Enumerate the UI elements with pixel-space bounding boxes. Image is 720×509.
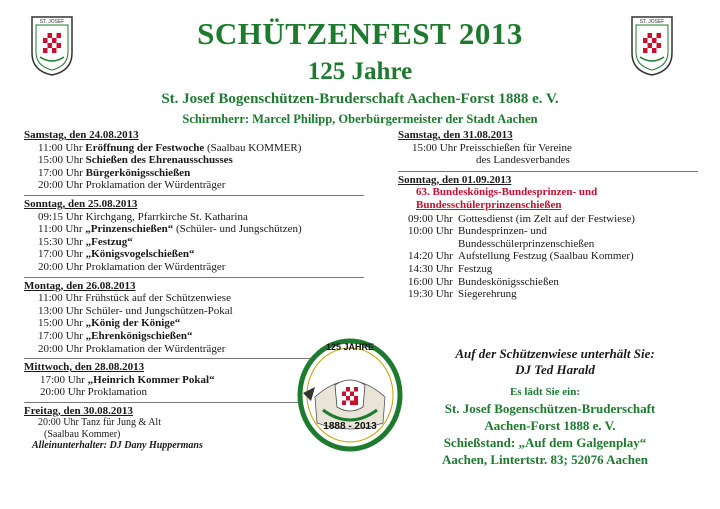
day-heading: Freitag, den 30.08.2013: [24, 404, 133, 417]
event-line: 20:00 Uhr Tanz für Jung & Alt: [38, 417, 161, 429]
page-title: SCHÜTZENFEST 2013: [197, 16, 523, 51]
right-schedule: [398, 127, 698, 301]
event-line: 20:00 Uhr Proklamation: [40, 386, 147, 399]
event-line: 20:00 Uhr Proklamation der Würdenträger: [38, 342, 226, 355]
event-line: 19:30 Uhr Siegerehrung: [408, 288, 517, 301]
invite-org: St. Josef Bogenschützen-Bruderschaft: [444, 401, 656, 416]
event-line: 11:00 Uhr Eröffnung der Festwoche (Saalbau KOMMER): [38, 141, 302, 154]
event-line: 20:00 Uhr Proklamation der Würdenträger: [38, 260, 226, 273]
special-event: 63. Bundeskönigs-Bundesprinzen- und: [416, 186, 598, 199]
invite-intro: Es lädt Sie ein:: [510, 386, 580, 398]
day-heading: Montag, den 26.08.2013: [24, 279, 136, 292]
event-line: 15:30 Uhr „Festzug“: [38, 235, 133, 248]
event-line: 20:00 Uhr Proklamation der Würdenträger: [38, 179, 226, 192]
invite-org-location: Aachen-Forst 1888 e. V.: [484, 418, 616, 433]
event-line: 13:00 Uhr Schüler- und Jungschützen-Pokal: [38, 304, 233, 317]
invite-address: Aachen, Lintertstr. 83; 52076 Aachen: [441, 452, 649, 467]
event-line: 09:00 Uhr Gottesdienst (im Zelt auf der Festwiese): [408, 212, 635, 225]
anniversary-badge-icon: [295, 335, 405, 453]
event-line: Bundesschülerprinzenschießen: [458, 237, 595, 250]
patron-line: Schirmherr: Marcel Philipp, Oberbürgermeister der Stadt Aachen: [182, 112, 538, 126]
divider: [398, 171, 698, 172]
day-heading: Sonntag, den 25.08.2013: [24, 197, 138, 210]
svg-text:ST. JOSEF: ST. JOSEF: [639, 19, 665, 25]
event-line: 10:00 Uhr Bundesprinzen- und: [408, 225, 547, 238]
day-heading: Sonntag, den 01.09.2013: [398, 173, 512, 186]
day-heading: Samstag, den 31.08.2013: [398, 129, 513, 141]
event-line: 16:00 Uhr Bundeskönigsschießen: [408, 275, 559, 288]
event-line: (Saalbau Kommer): [44, 428, 121, 440]
special-event: Bundesschülerprinzenschießen: [416, 198, 562, 211]
invite-venue: Schießstand: „Auf dem Galgenplay“: [443, 435, 647, 450]
event-line: 14:30 Uhr Festzug: [408, 262, 493, 275]
event-line: des Landesverbandes: [476, 154, 570, 167]
event-line: 17:00 Uhr „Ehrenkönigschießen“: [38, 329, 193, 342]
day-heading: Mittwoch, den 28.08.2013: [24, 361, 145, 374]
divider: [24, 195, 364, 196]
organization-name: St. Josef Bogenschützen-Bruderschaft Aachen-Forst 1888 e. V.: [161, 91, 559, 107]
event-line: 17:00 Uhr „Heinrich Kommer Pokal“: [40, 373, 215, 386]
svg-text:ST. JOSEF: ST. JOSEF: [39, 19, 65, 25]
event-line: 11:00 Uhr „Prinzenschießen“ (Schüler- und Jungschützen): [38, 223, 302, 236]
dj-name: DJ Ted Harald: [515, 362, 595, 377]
event-line: 09:15 Uhr Kirchgang, Pfarrkirche St. Katharina: [38, 210, 248, 223]
event-line: 17:00 Uhr Bürgerkönigsschießen: [38, 166, 191, 179]
entertainer-note: Alleinunterhalter: DJ Dany Huppermans: [32, 440, 203, 452]
event-line: 15:00 Uhr Preisschießen für Vereine: [412, 141, 572, 154]
event-line: 11:00 Uhr Frühstück auf der Schützenwiese: [38, 292, 231, 305]
day-heading: Samstag, den 24.08.2013: [24, 129, 139, 141]
dj-intro: Auf der Schützenwiese unterhält Sie:: [455, 346, 655, 361]
badge-bottom-text: 1888 - 2013: [323, 421, 377, 432]
anniversary-subtitle: 125 Jahre: [307, 58, 413, 85]
event-line: 17:00 Uhr „Königsvogelschießen“: [38, 248, 195, 261]
event-line: 15:00 Uhr Schießen des Ehrenausschusses: [38, 154, 233, 167]
divider: [24, 277, 364, 278]
event-line: 14:20 Uhr Aufstellung Festzug (Saalbau Kommer): [408, 250, 634, 263]
badge-top-text: 125 JAHRE: [325, 342, 375, 352]
event-line: 15:00 Uhr „König der Könige“: [38, 317, 181, 330]
